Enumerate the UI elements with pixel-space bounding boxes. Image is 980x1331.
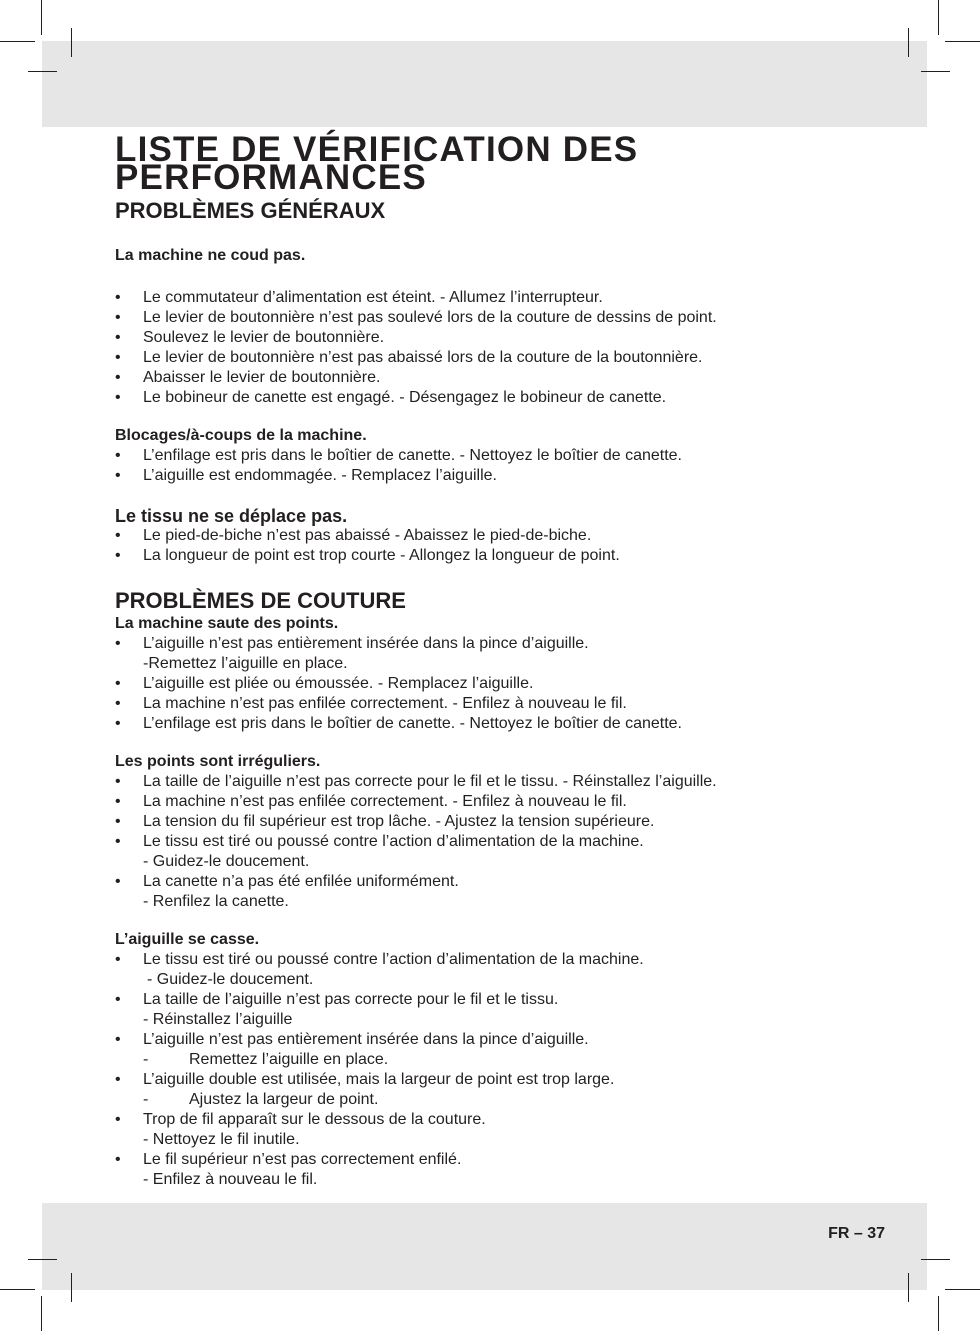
crop-mark xyxy=(938,1296,939,1331)
list-item: • L’enfilage est pris dans le boîtier de canette. - Nettoyez le boîtier de canette. xyxy=(115,447,682,464)
page-title-line1: LISTE DE VÉRIFICATION DES xyxy=(115,130,639,169)
group-title-skipped-stitches: La machine saute des points. xyxy=(115,615,339,632)
crop-mark xyxy=(908,28,909,57)
list-item: • La machine n’est pas enfilée correctement. - Enfilez à nouveau le fil. xyxy=(115,793,627,810)
list-item: • Le tissu est tiré ou poussé contre l’action d’alimentation de la machine. - Guidez-le doucement. xyxy=(115,833,644,870)
list-item: • L’aiguille n’est pas entièrement insérée dans la pince d’aiguille. -Remettez l’aiguille en place. xyxy=(115,635,589,672)
crop-mark xyxy=(921,71,950,72)
crop-mark xyxy=(28,1259,57,1260)
list-irregular-stitches xyxy=(115,772,815,912)
crop-mark xyxy=(41,1296,42,1331)
crop-mark xyxy=(28,71,57,72)
list-item: • Soulevez le levier de boutonnière. xyxy=(115,329,385,346)
header-band xyxy=(42,41,927,127)
crop-mark xyxy=(945,1289,980,1290)
list-item: • La machine n’est pas enfilée correctement. - Enfilez à nouveau le fil. xyxy=(115,695,627,712)
crop-mark xyxy=(945,41,980,42)
group-title-irregular-stitches: Les points sont irréguliers. xyxy=(115,753,321,770)
crop-mark xyxy=(908,1273,909,1302)
crop-mark xyxy=(0,41,35,42)
list-item: • La longueur de point est trop courte - Allongez la longueur de point. xyxy=(115,547,620,564)
page-title-line2: PERFORMANCES xyxy=(115,158,427,197)
page-number: FR – 37 xyxy=(828,1225,885,1242)
list-item: • La canette n’a pas été enfilée uniformément. - Renfilez la canette. xyxy=(115,873,459,910)
footer-band xyxy=(42,1203,927,1290)
list-item: • Le tissu est tiré ou poussé contre l’action d’alimentation de la machine. - Guidez-le doucement. xyxy=(115,951,644,988)
crop-mark xyxy=(938,0,939,35)
list-item: • L’aiguille double est utilisée, mais la largeur de point est trop large. - Ajustez la largeur de point. xyxy=(115,1071,615,1108)
crop-mark xyxy=(921,1259,950,1260)
list-item: • L’aiguille est pliée ou émoussée. - Remplacez l’aiguille. xyxy=(115,675,534,692)
group-title-needle-breaks: L’aiguille se casse. xyxy=(115,931,260,948)
group-title-machine-blocking: Blocages/à-coups de la machine. xyxy=(115,427,367,444)
list-item: • Le bobineur de canette est engagé. - Désengagez le bobineur de canette. xyxy=(115,389,667,406)
crop-mark xyxy=(71,28,72,57)
section-title-general: PROBLÈMES GÉNÉRAUX xyxy=(115,198,386,223)
list-item: • La tension du fil supérieur est trop lâche. - Ajustez la tension supérieure. xyxy=(115,813,655,830)
list-item: • L’aiguille n’est pas entièrement insérée dans la pince d’aiguille. - Remettez l’aiguille en place. xyxy=(115,1031,589,1068)
list-item: • Le levier de boutonnière n’est pas abaissé lors de la couture de la boutonnière. xyxy=(115,349,703,366)
group-title-machine-not-sewing: La machine ne coud pas. xyxy=(115,247,306,264)
list-item: • L’enfilage est pris dans le boîtier de canette. - Nettoyez le boîtier de canette. xyxy=(115,715,682,732)
page-content xyxy=(115,130,815,1190)
list-item: • Trop de fil apparaît sur le dessous de la couture. - Nettoyez le fil inutile. xyxy=(115,1111,486,1148)
crop-mark xyxy=(0,1289,35,1290)
list-item: • Abaisser le levier de boutonnière. xyxy=(115,369,381,386)
list-item: • Le fil supérieur n’est pas correctement enfilé. - Enfilez à nouveau le fil. xyxy=(115,1151,462,1188)
page-title xyxy=(115,130,815,197)
list-skipped-stitches xyxy=(115,634,815,734)
group-title-fabric-not-moving: Le tissu ne se déplace pas. xyxy=(115,506,348,526)
list-fabric-not-moving xyxy=(115,526,815,566)
crop-mark xyxy=(71,1273,72,1302)
crop-mark xyxy=(41,0,42,35)
list-machine-not-sewing xyxy=(115,288,815,408)
list-item: • Le levier de boutonnière n’est pas soulevé lors de la couture de dessins de point. xyxy=(115,309,717,326)
list-item: • La taille de l’aiguille n’est pas correcte pour le fil et le tissu. - Réinstallez l’aiguille. xyxy=(115,773,717,790)
list-item: • La taille de l’aiguille n’est pas correcte pour le fil et le tissu. - Réinstallez l’aiguille xyxy=(115,991,559,1028)
list-item: • L’aiguille est endommagée. - Remplacez l’aiguille. xyxy=(115,467,497,484)
list-machine-blocking xyxy=(115,446,815,486)
list-item: • Le pied-de-biche n’est pas abaissé - Abaissez le pied-de-biche. xyxy=(115,527,592,544)
list-item: • Le commutateur d’alimentation est éteint. - Allumez l’interrupteur. xyxy=(115,289,603,306)
list-needle-breaks xyxy=(115,950,815,1190)
section-title-sewing: PROBLÈMES DE COUTURE xyxy=(115,588,406,613)
